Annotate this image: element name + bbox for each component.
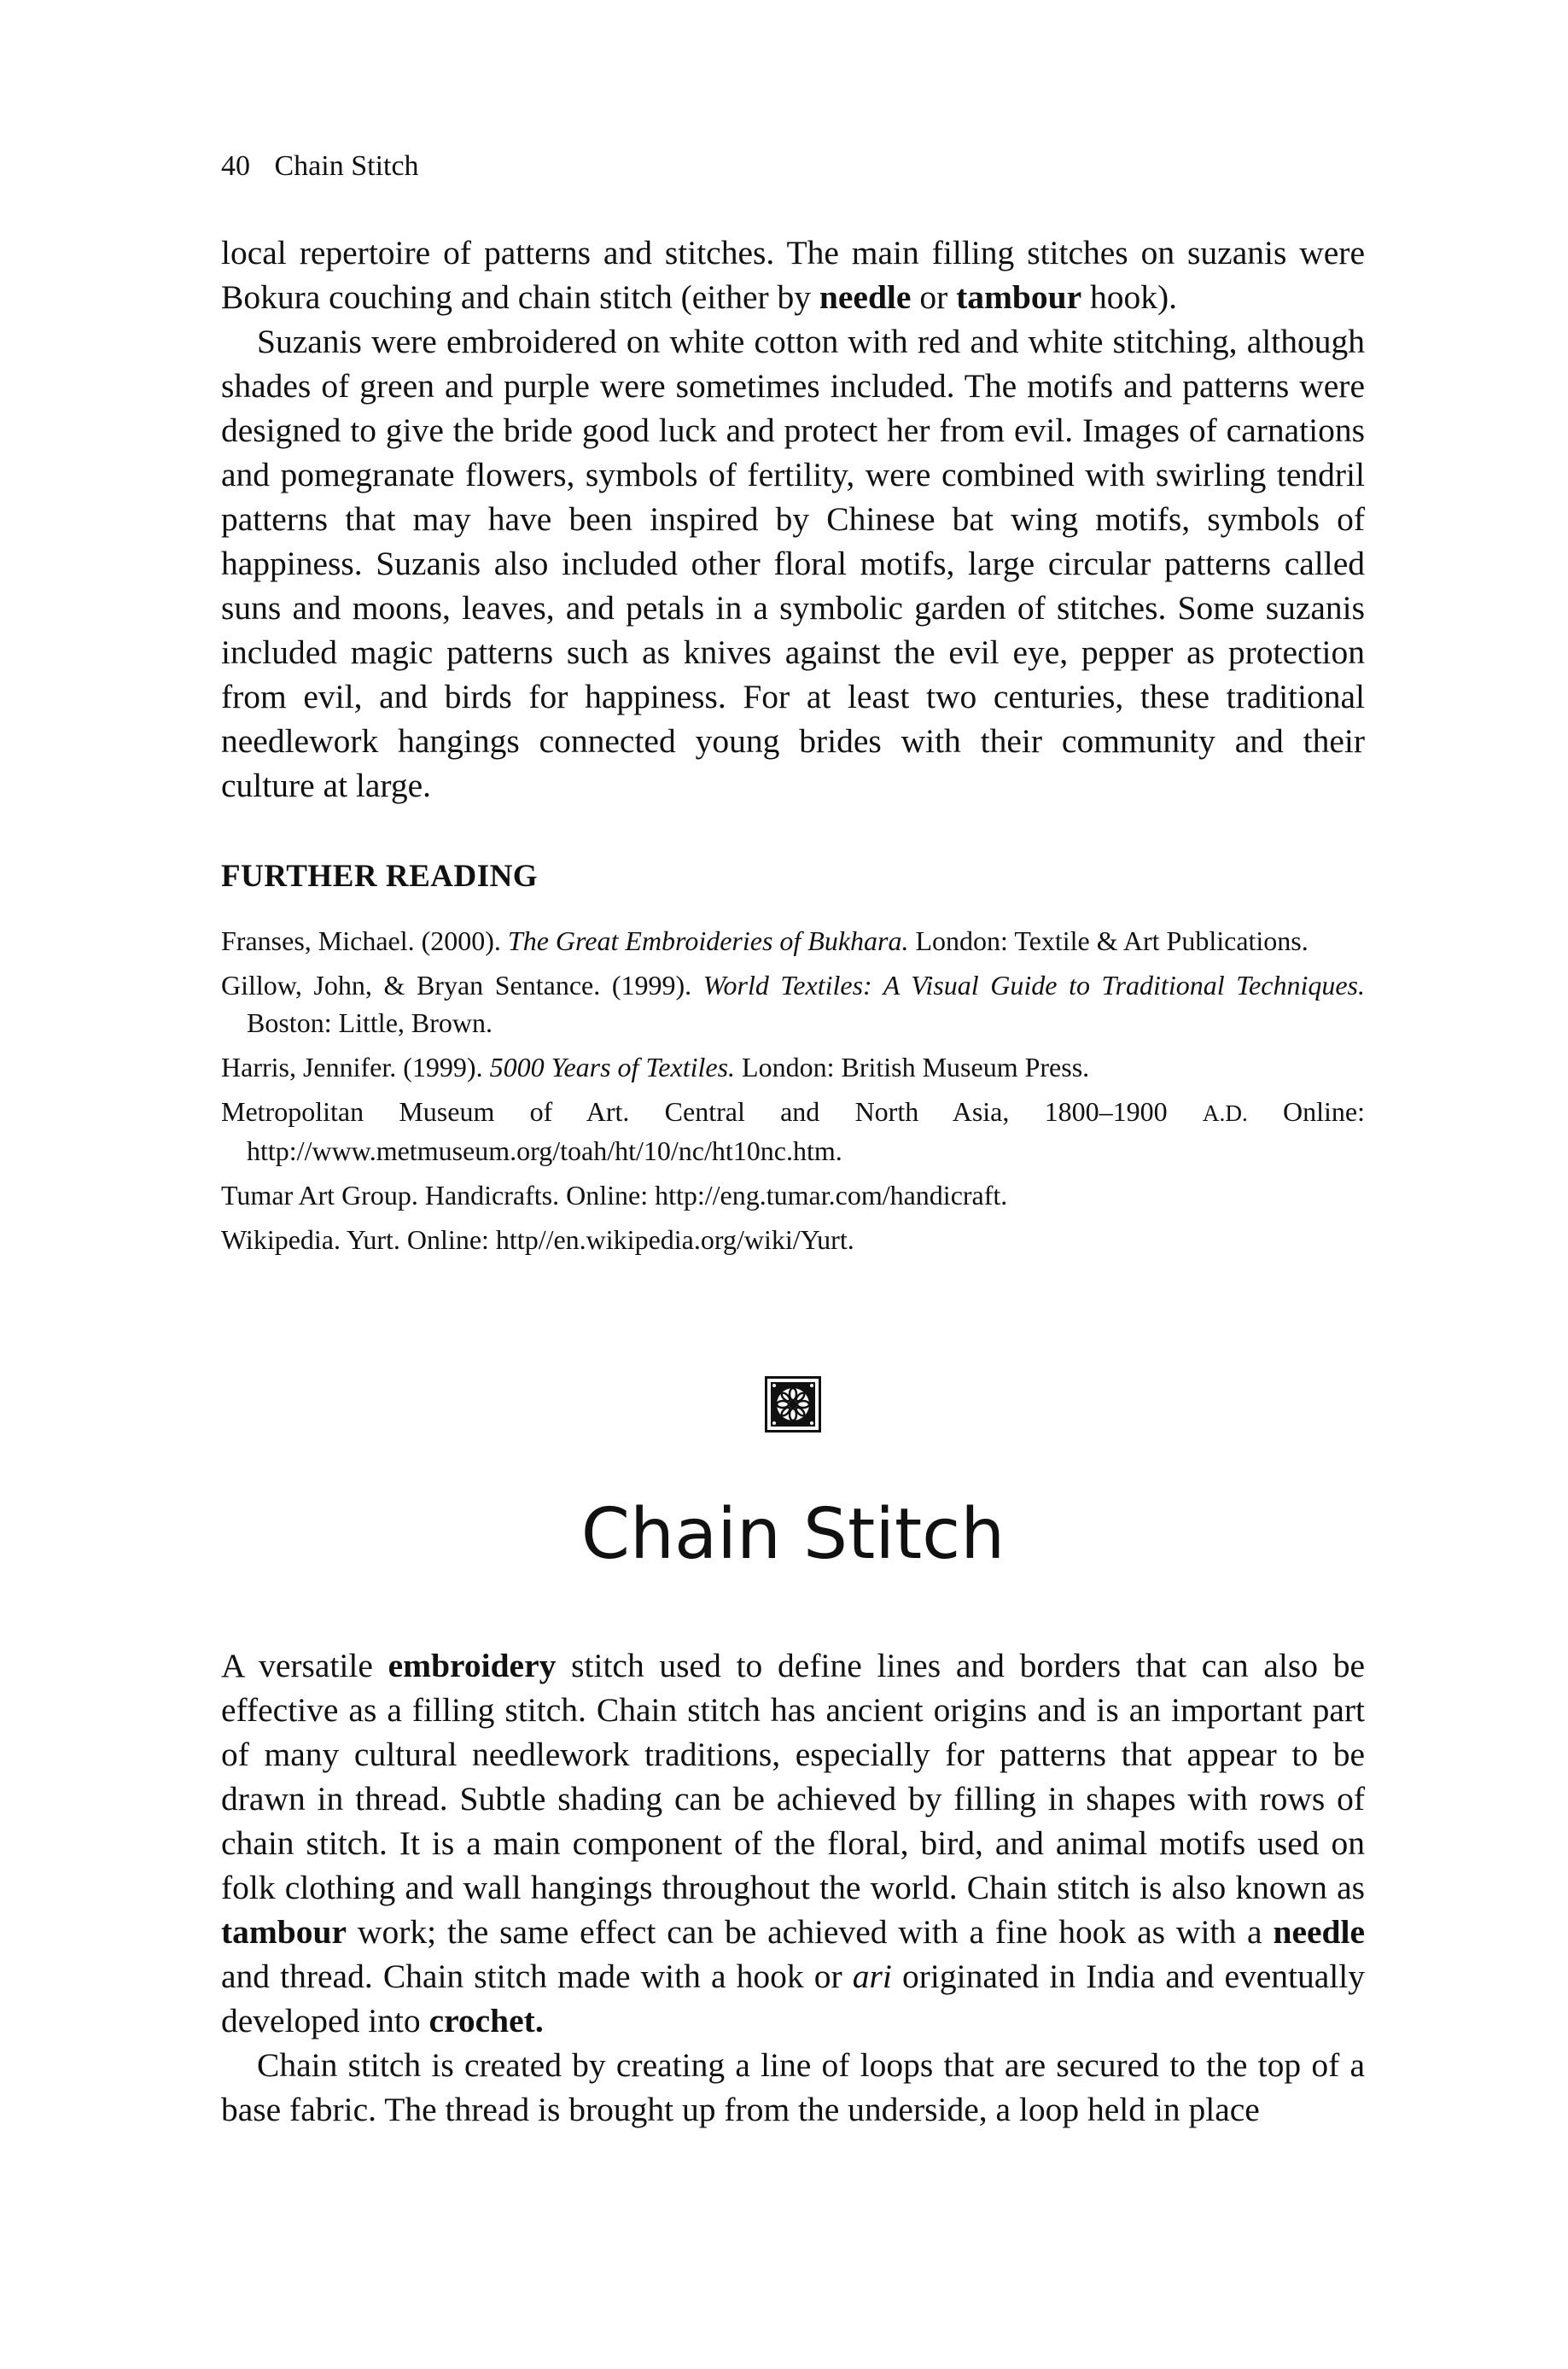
ref-text: Metropolitan Museum of Art. Central and North Asia, 1800–1900: [221, 1096, 1203, 1127]
paragraph: [221, 230, 1365, 319]
section-continuation: [221, 230, 1365, 808]
foreign-term: ari: [852, 1958, 892, 1995]
ref-text: Wikipedia. Yurt. Online: http//en.wikipedia.org/wiki/Yurt.: [221, 1224, 854, 1255]
reference-item: [221, 1221, 1365, 1258]
text-run: hook).: [1081, 278, 1178, 316]
cross-reference: needle: [819, 278, 912, 316]
ref-text: Online: http://www.metmuseum.org/toah/ht/10/nc/ht10nc.htm.: [247, 1096, 1366, 1166]
reference-list: [221, 922, 1365, 1265]
reference-item: [221, 1176, 1365, 1214]
cross-reference: needle: [1273, 1913, 1365, 1951]
text-run: A versatile: [221, 1647, 388, 1684]
ref-text: Franses, Michael. (2000).: [221, 925, 508, 956]
ref-text: London: British Museum Press.: [735, 1052, 1090, 1082]
text-run: originated in India and eventually developed into: [221, 1958, 1365, 2039]
ref-title: 5000 Years of Textiles.: [489, 1052, 736, 1082]
cross-reference: crochet.: [428, 2002, 544, 2039]
ref-text: Tumar Art Group. Handicrafts. Online: http://eng.tumar.com/handicraft.: [221, 1180, 1008, 1211]
cross-reference: tambour: [221, 1913, 347, 1951]
text-run: work; the same effect can be achieved with a fine hook as with a: [347, 1913, 1274, 1951]
text-run: and thread. Chain stitch made with a hook or: [221, 1958, 853, 1995]
running-title: Chain Stitch: [274, 150, 419, 182]
ref-era: A.D.: [1202, 1100, 1248, 1126]
paragraph: [221, 1643, 1365, 2043]
ref-text: Harris, Jennifer. (1999).: [221, 1052, 490, 1082]
chapter-body: [221, 1643, 1365, 2132]
reference-item: [221, 1093, 1365, 1170]
ref-title: The Great Embroideries of Bukhara.: [507, 925, 909, 956]
reference-item: [221, 922, 1365, 960]
cross-reference: tambour: [956, 278, 1082, 316]
square-floral-ornament-icon: [765, 1376, 821, 1432]
page-number: 40: [221, 150, 250, 182]
paragraph: Chain stitch is created by creating a line of loops that are secured to the top of a base fabric. The thread is brought up from the underside, a loop held in place: [221, 2046, 1365, 2128]
running-head: [221, 150, 419, 183]
chapter-title: Chain Stitch: [580, 1494, 1006, 1575]
reference-item: [221, 966, 1365, 1042]
ref-text: Boston: Little, Brown.: [247, 1007, 493, 1038]
ref-title: World Textiles: A Visual Guide to Traditional Techniques.: [702, 970, 1366, 1001]
text-run: or: [911, 278, 957, 316]
reference-item: [221, 1048, 1365, 1086]
further-reading-heading: FURTHER READING: [221, 859, 539, 894]
cross-reference: embroidery: [388, 1647, 557, 1684]
text-run: stitch used to define lines and borders that can also be effective as a filling stitch. Chain stitch has ancient origins and is an important part of many cultural needlework traditions, especially for patterns that appear to be drawn in thread. Subtle shading can be achieved by filling in shapes with rows of chain stitch. It is a main component of the floral, bird, and animal motifs used on folk clothing and wall hangings throughout the world. Chain stitch is also known as: [221, 1647, 1365, 1906]
paragraph: Suzanis were embroidered on white cotton with red and white stitching, although shades of green and purple were sometimes included. The motifs and patterns were designed to give the bride good luck and protect her from evil. Images of carnations and pomegranate flowers, symbols of fertility, were combined with swirling tendril patterns that may have been inspired by Chinese bat wing motifs, symbols of happiness. Suzanis also included other floral motifs, large circular patterns called suns and moons, leaves, and petals in a symbolic garden of stitches. Some suzanis included magic patterns such as knives against the evil eye, pepper as protection from evil, and birds for happiness. For at least two centuries, these traditional needlework hangings connected young brides with their community and their culture at large.: [221, 323, 1365, 804]
ref-text: Gillow, John, & Bryan Sentance. (1999).: [221, 970, 703, 1001]
text-run: local repertoire of patterns and stitches. The main filling stitches on suzanis were Bokura couching and chain stitch (either by: [221, 234, 1365, 316]
ref-text: London: Textile & Art Publications.: [908, 925, 1309, 956]
